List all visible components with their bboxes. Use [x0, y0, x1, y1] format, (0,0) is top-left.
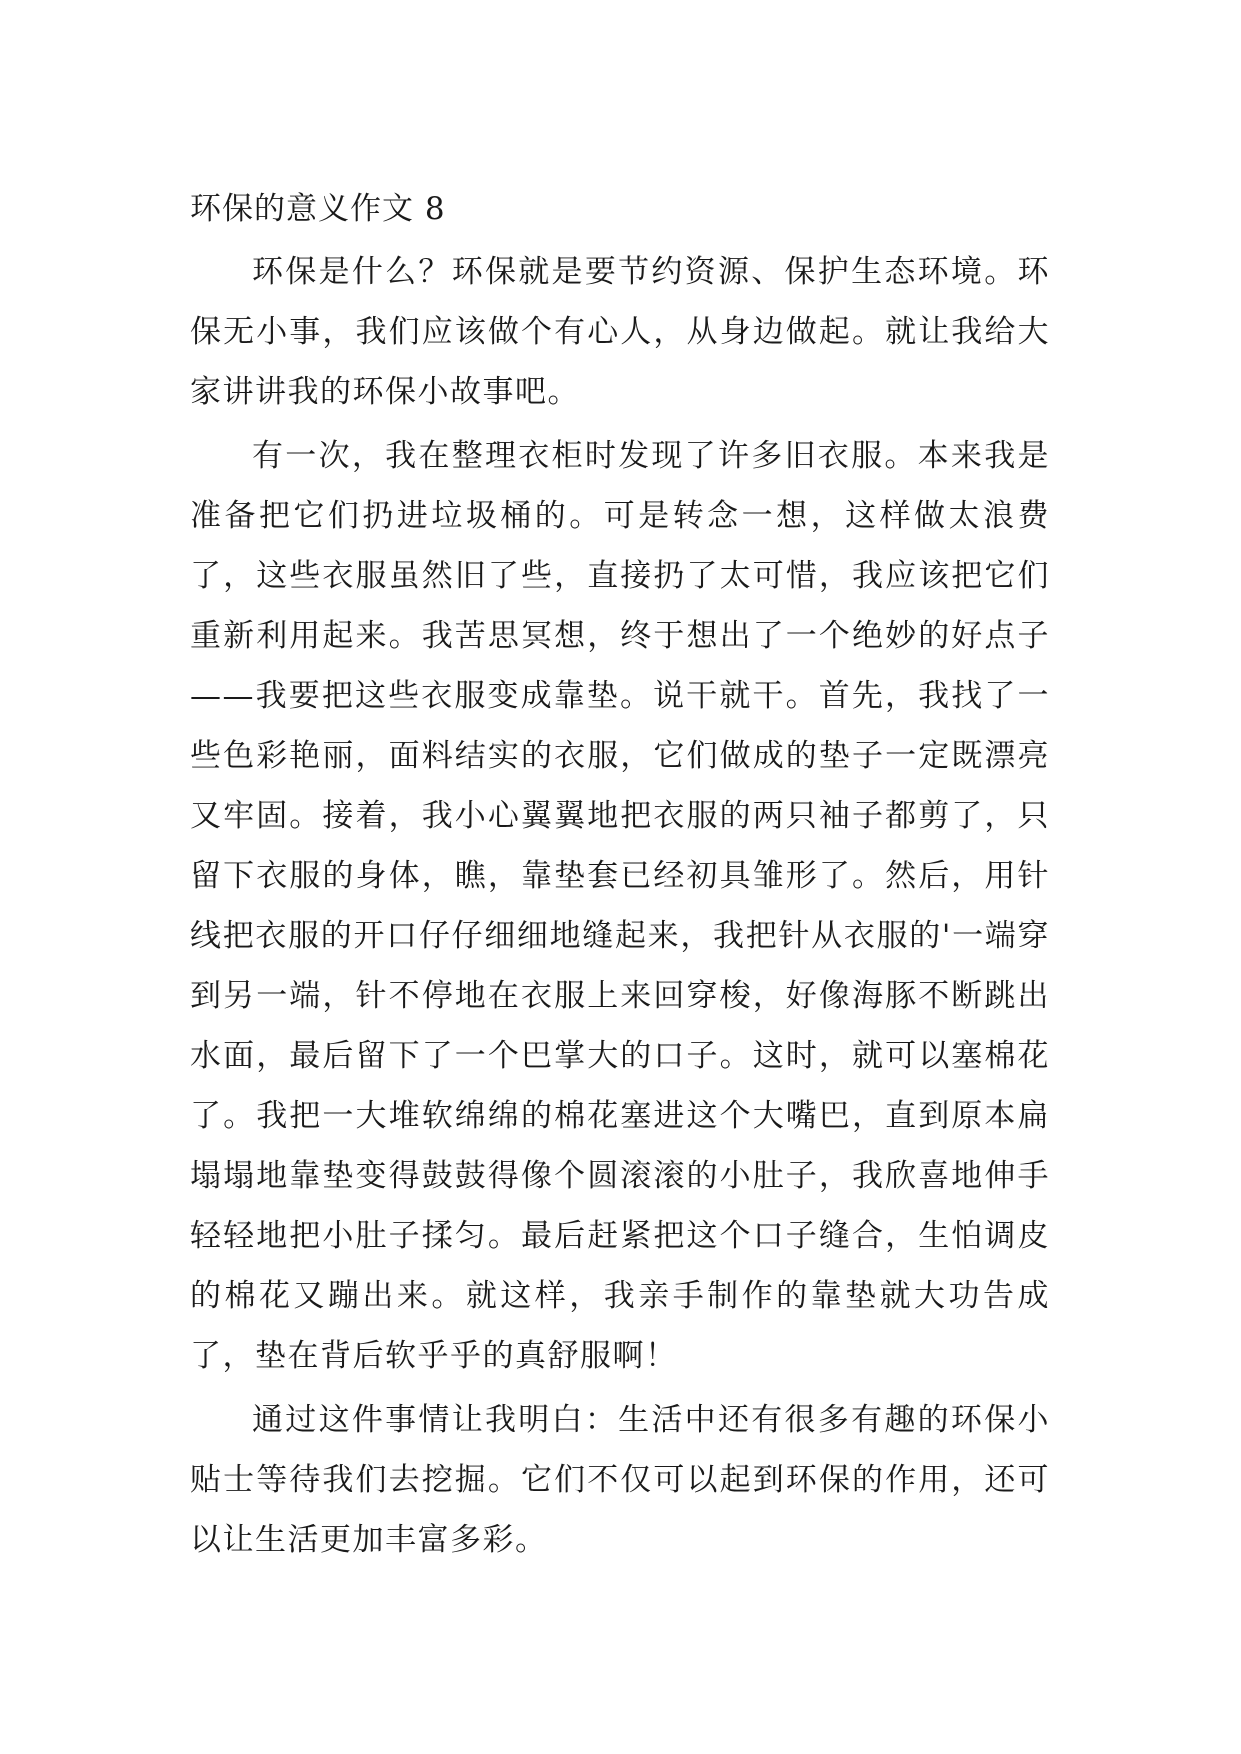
paragraph-3: 通过这件事情让我明白：生活中还有很多有趣的环保小贴士等待我们去挖掘。它们不仅可以起到环保的作用，还可以让生活更加丰富多彩。 [190, 1402, 1050, 1558]
document-title: 环保的意义作文 8 [190, 191, 446, 227]
document-body [190, 180, 1050, 1570]
paragraph-1: 环保是什么？环保就是要节约资源、保护生态环境。环保无小事，我们应该做个有心人，从身边做起。就让我给大家讲讲我的环保小故事吧。 [190, 254, 1050, 410]
paragraph-2: 有一次，我在整理衣柜时发现了许多旧衣服。本来我是准备把它们扔进垃圾桶的。可是转念一想，这样做太浪费了，这些衣服虽然旧了些，直接扔了太可惜，我应该把它们重新利用起来。我苦思冥想，终于想出了一个绝妙的好点子——我要把这些衣服变成靠垫。说干就干。首先，我找了一些色彩艳丽，面料结实的衣服，它们做成的垫子一定既漂亮又牢固。接着，我小心翼翼地把衣服的两只袖子都剪了，只留下衣服的身体，瞧，靠垫套已经初具雏形了。然后，用针线把衣服的开口仔仔细细地缝起来，我把针从衣服的'一端穿到另一端，针不停地在衣服上来回穿梭，好像海豚不断跳出水面，最后留下了一个巴掌大的口子。这时，就可以塞棉花了。我把一大堆软绵绵的棉花塞进这个大嘴巴，直到原本扁塌塌地靠垫变得鼓鼓得像个圆滚滚的小肚子，我欣喜地伸手轻轻地把小肚子揉匀。最后赶紧把这个口子缝合，生怕调皮的棉花又蹦出来。就这样，我亲手制作的靠垫就大功告成了，垫在背后软乎乎的真舒服啊！ [190, 438, 1050, 1374]
